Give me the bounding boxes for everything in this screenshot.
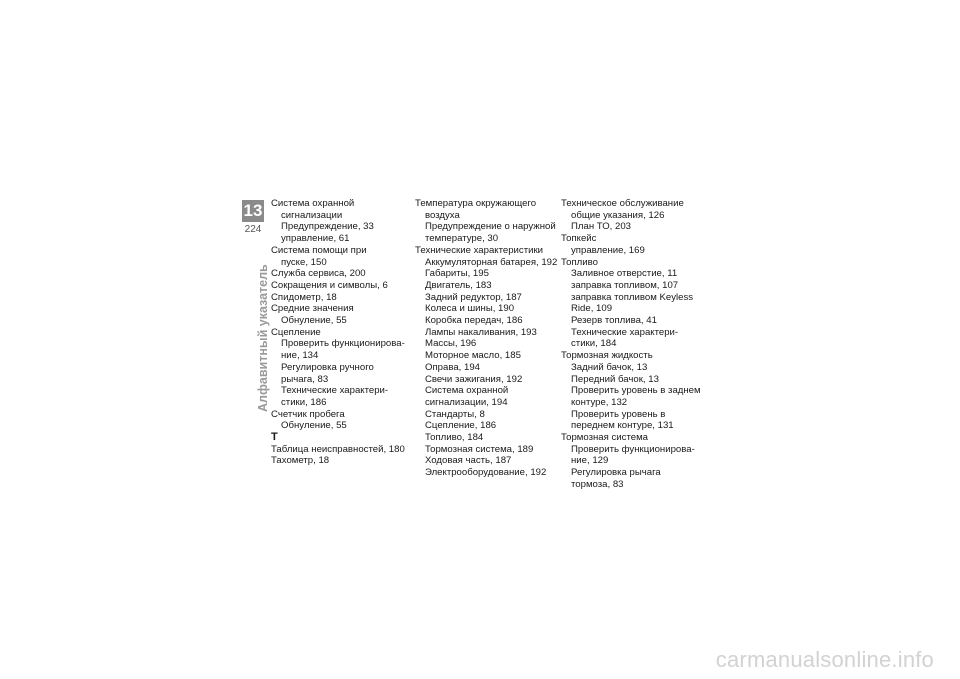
index-subentry: Передний бачок, 13 [571, 373, 659, 385]
index-column-3 [561, 198, 706, 491]
index-subentry: стики, 184 [571, 338, 617, 350]
index-subentry: общие указания, 126 [571, 209, 665, 221]
index-subentry: управление, 169 [571, 244, 645, 256]
index-subentry: Регулировка рычага [571, 467, 661, 479]
index-subentry: Система охранной [425, 385, 509, 397]
index-subentry: Колеса и шины, 190 [425, 303, 515, 315]
watermark: carmanualsonline.info [715, 647, 934, 672]
index-subentry: температуре, 30 [425, 233, 499, 245]
index-subentry: Задний редуктор, 187 [425, 291, 522, 303]
index-subentry: Заливное отверстие, 11 [571, 268, 678, 280]
index-subentry: Моторное масло, 185 [425, 350, 521, 362]
index-subentry: сигнализации [281, 209, 343, 221]
index-entry: Сокращения и символы, 6 [271, 279, 388, 291]
index-subentry: заправка топливом Keyless [571, 291, 694, 303]
index-entry: Сцепление [271, 326, 321, 338]
chapter-title: Алфавитный указатель [256, 264, 270, 412]
chapter-number: 13 [243, 201, 263, 220]
index-subentry: Проверить уровень в заднем [571, 385, 701, 397]
index-subentry: контуре, 132 [571, 396, 628, 408]
index-subentry: Резерв топлива, 41 [571, 315, 657, 327]
index-subentry: Задний бачок, 13 [571, 361, 648, 373]
index-entry: Тормозная система [561, 432, 649, 444]
index-subentry: План ТО, 203 [571, 221, 632, 233]
index-letter-heading: Т [271, 431, 278, 444]
index-subentry: Ходовая часть, 187 [425, 455, 512, 467]
index-subentry: Оправа, 194 [425, 361, 480, 373]
index-column-1 [271, 198, 416, 467]
index-entry: Счетчик пробега [271, 408, 345, 420]
index-subentry: пуске, 150 [281, 256, 327, 268]
index-subentry: Тормозная система, 189 [425, 443, 534, 455]
index-subentry: Двигатель, 183 [425, 279, 492, 291]
index-subentry: Обнуление, 55 [281, 420, 347, 432]
index-subentry: Стандарты, 8 [425, 408, 485, 420]
index-subentry: ние, 134 [281, 350, 319, 362]
index-subentry: Предупреждение, 33 [281, 221, 374, 233]
index-subentry: Проверить функционирова- [281, 338, 405, 350]
index-subentry: рычага, 83 [281, 373, 329, 385]
index-subentry: ние, 129 [571, 455, 609, 467]
index-subentry: Лампы накаливания, 193 [425, 326, 537, 338]
index-subentry: Обнуление, 55 [281, 315, 347, 327]
index-subentry: Регулировка ручного [281, 361, 374, 373]
index-subentry: Ride, 109 [571, 303, 613, 315]
index-entry: Тормозная жидкость [561, 350, 653, 362]
index-subentry: управление, 61 [281, 233, 350, 245]
index-subentry: Проверить функционирова- [571, 443, 695, 455]
index-subentry: переднем контуре, 131 [571, 420, 674, 432]
index-subentry: Технические характери- [281, 385, 389, 397]
page-number: 224 [244, 224, 262, 235]
index-subentry: Коробка передач, 186 [425, 315, 523, 327]
index-subentry: Проверить уровень в [571, 408, 666, 420]
index-subentry: Габариты, 195 [425, 268, 489, 280]
index-entry: Служба сервиса, 200 [271, 268, 366, 280]
index-subentry: тормоза, 83 [571, 478, 624, 490]
index-subentry: Электрооборудование, 192 [425, 467, 547, 479]
index-subentry: Массы, 196 [425, 338, 477, 350]
index-subentry: стики, 186 [281, 396, 327, 408]
chapter-tab [242, 200, 264, 236]
index-subentry: воздуха [425, 209, 460, 221]
index-subentry: заправка топливом, 107 [571, 279, 679, 291]
index-subentry: Аккумуляторная батарея, 192 [425, 256, 558, 268]
index-subentry: сигнализации, 194 [425, 396, 508, 408]
index-entry: Спидометр, 18 [271, 291, 337, 303]
index-entry: Система охранной [271, 198, 355, 209]
index-entry: Система помощи при [271, 244, 367, 256]
index-entry: Топливо [561, 256, 598, 268]
index-entry: Топкейс [561, 233, 597, 245]
index-entry: Тахометр, 18 [271, 455, 330, 467]
index-subentry: Технические характери- [571, 326, 679, 338]
index-subentry: Сцепление, 186 [425, 420, 497, 432]
index-column-2 [415, 198, 560, 479]
index-subentry: Топливо, 184 [425, 432, 484, 444]
index-entry: Технические характеристики [415, 244, 544, 256]
index-entry: Температура окружающего [415, 198, 537, 209]
index-subentry: Предупреждение о наружной [425, 221, 556, 233]
index-subentry: Свечи зажигания, 192 [425, 373, 523, 385]
index-entry: Средние значения [271, 303, 354, 315]
index-entry: Техническое обслуживание [561, 198, 684, 209]
index-entry: Таблица неисправностей, 180 [271, 443, 405, 455]
